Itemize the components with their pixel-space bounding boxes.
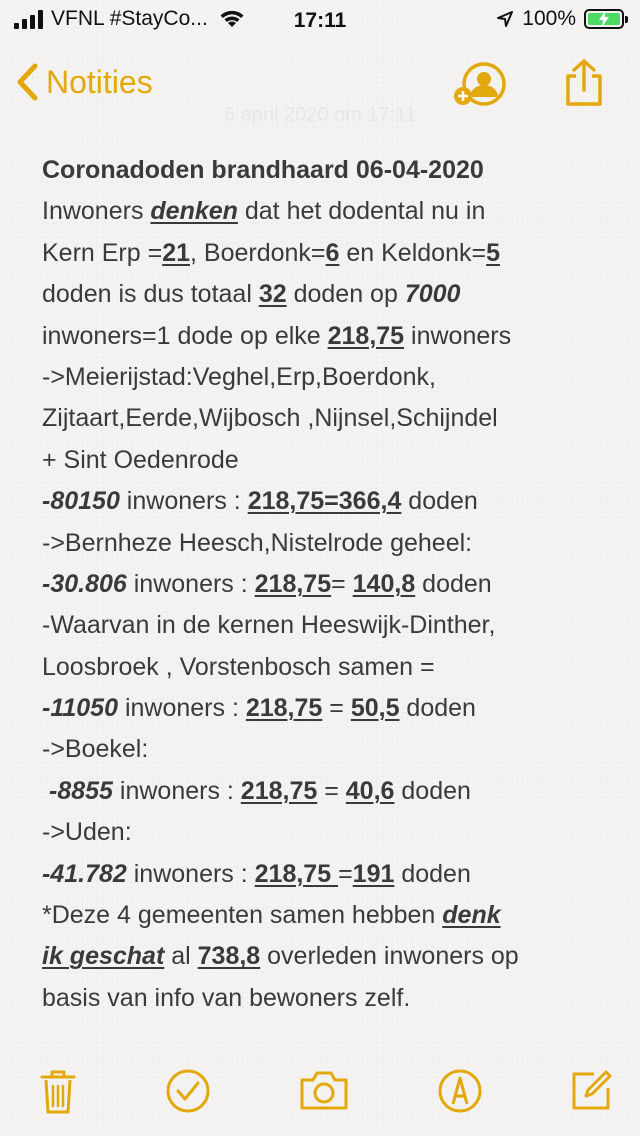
note-line: Inwoners denken dat het dodental nu in [42,197,486,226]
note-line: ->Meierijstad:Veghel,Erp,Boerdonk, [42,362,436,391]
note-line: inwoners=1 dode op elke 218,75 inwoners [42,321,512,350]
note-line: Kern Erp =21, Boerdonk=6 en Keldonk=5 [42,238,500,267]
note-line: -8855 inwoners : 218,75 = 40,6 doden [49,776,471,805]
note-line: Zijtaart,Eerde,Wijbosch ,Nijnsel,Schijndel [42,404,498,433]
back-button[interactable] [14,62,153,102]
note-line: ik geschat al 738,8 overleden inwoners op [42,942,519,971]
compose-icon[interactable] [568,1068,614,1114]
note-line: *Deze 4 gemeenten samen hebben denk [42,901,501,930]
share-icon[interactable] [562,58,606,108]
note-line: -11050 inwoners : 218,75 = 50,5 doden [42,694,476,723]
charging-bolt-icon [597,11,611,27]
note-line: -41.782 inwoners : 218,75 =191 doden [42,859,471,888]
chevron-left-icon [14,62,40,102]
note-line: ->Boekel: [42,735,149,764]
checklist-icon[interactable] [165,1068,211,1114]
note-line: -80150 inwoners : 218,75=366,4 doden [42,487,478,516]
back-label: Notities [46,63,153,100]
carrier-name: VFNL #StayCo... [51,7,208,30]
note-line: ->Uden: [42,818,132,847]
note-line: ->Bernheze Heesch,Nistelrode geheel: [42,528,473,557]
note-line: -Waarvan in de kernen Heeswijk-Dinther, [42,611,496,640]
bottom-toolbar [0,1060,640,1120]
note-line: + Sint Oedenrode [42,445,239,474]
status-bar [0,0,640,40]
clock: 17:11 [293,9,347,32]
note-line: doden is dus totaal 32 doden op 7000 [42,280,461,309]
note-title: Coronadoden brandhaard 06-04-2020 [42,156,484,184]
note-line: -30.806 inwoners : 218,75= 140,8 doden [42,569,492,598]
note-line: Loosbroek , Vorstenbosch samen = [42,652,435,681]
add-person-icon[interactable] [452,62,508,108]
location-arrow-icon [496,10,514,28]
note-body[interactable] [42,150,617,1019]
trash-icon[interactable] [38,1068,78,1116]
battery-icon [584,9,624,29]
camera-icon[interactable] [298,1068,350,1112]
markup-icon[interactable] [437,1068,483,1114]
note-line: basis van info van bewoners zelf. [42,983,411,1012]
battery-percent: 100% [522,7,576,30]
note-date-faded: 6 april 2020 om 17:11 [224,104,416,126]
